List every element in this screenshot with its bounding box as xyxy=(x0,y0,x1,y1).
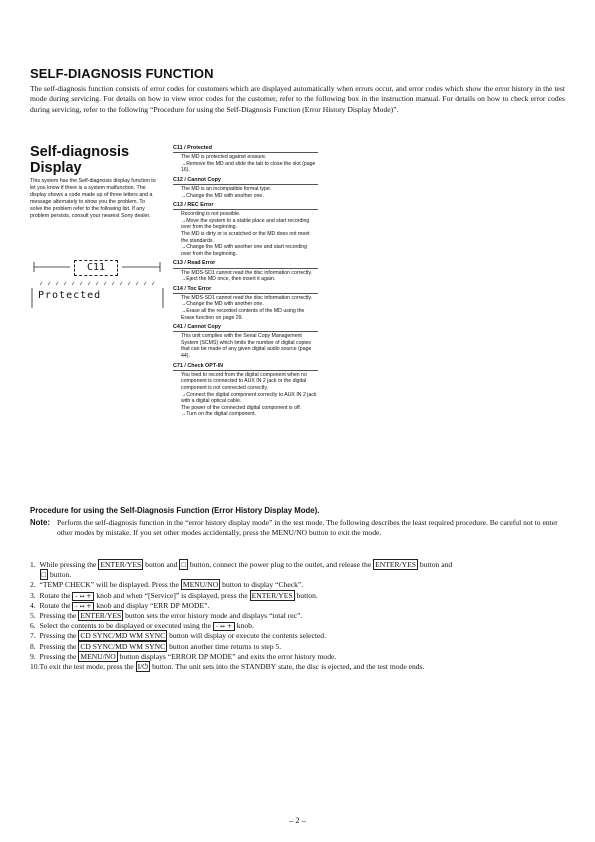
error-heading: C11 / Protected xyxy=(173,145,318,153)
error-line: The MDS-SD1 cannot read the disc information correctly. xyxy=(181,269,313,276)
error-line: →Change the MD with another one. xyxy=(181,192,264,199)
error-entry xyxy=(173,145,318,174)
error-line: →Move the system to a stable place and start recording over from the beginning. xyxy=(181,217,310,231)
jog-knob-icon: - ↔ + xyxy=(72,602,94,611)
error-list xyxy=(173,145,318,421)
error-entry xyxy=(173,324,318,359)
error-heading: C13 / Read Error xyxy=(173,260,318,268)
error-line: →Eject the MD once, then insert it again. xyxy=(181,276,276,283)
page-number: – 2 – xyxy=(289,815,306,825)
note-label: Note: xyxy=(30,518,50,527)
error-line: The power of the connected digital component is off. xyxy=(181,404,302,411)
error-line: →Connect the digital component correctly to AUX IN 2 jack with a digital optical cable. xyxy=(181,391,317,405)
error-line: →Remove the MD and slide the tab to close the slot (page 16). xyxy=(181,160,316,174)
error-heading: C41 / Cannot Copy xyxy=(173,324,318,332)
error-heading: C13 / REC Error xyxy=(173,202,318,210)
button-label: □ xyxy=(181,560,186,569)
procedure-heading: Procedure for using the Self-Diagnosis Function (Error History Display Mode). xyxy=(30,506,320,515)
error-heading: C71 / Check OPT-IN xyxy=(173,363,318,371)
error-entry xyxy=(173,260,318,282)
button-label: ENTER/YES xyxy=(100,560,142,569)
button-label: CD SYNC/MD WM SYNC xyxy=(80,641,166,651)
error-entry xyxy=(173,286,318,321)
error-line: Recording is not possible. xyxy=(181,211,241,218)
manual-heading: Self-diagnosis Display xyxy=(30,144,130,176)
error-entry xyxy=(173,177,318,199)
procedure-step: 7. Pressing the CD SYNC/MD WM SYNC button will display or execute the contents selected. xyxy=(30,631,326,641)
jog-knob-icon: - ↔ + xyxy=(213,622,235,631)
button-label: ENTER/YES xyxy=(375,560,417,569)
display-illustration xyxy=(30,254,165,312)
display-code: C11 xyxy=(74,260,118,276)
error-line: This unit complies with the Serial Copy Management System (SCMS) which limits the number of digital copies that can be made of any given digital audio source (page 44). xyxy=(181,333,312,360)
manual-paragraph: This system has the Self-diagnosis display function to let you know if there is a system malfunction. The display shows a code made up of three letters and a message alternately to show you the problem. To solve the problem refer to the following list. If any problem persists, consult your nearest Sony dealer. xyxy=(30,178,156,219)
intro-paragraph: The self-diagnosis function consists of error codes for customers which are displayed automatically when errors occur, and error codes which show the error history in the test mode during servicing. For details on how to view error codes for the customer, refer to the following box in the instruction manual. For details on how to check error codes during servicing, refer to the following “Procedure for using the Self-Diagnosis Function (Error History Display Mode)”. xyxy=(30,84,565,114)
error-line: The MD is an incompatible format type. xyxy=(181,185,272,192)
service-text: [Service] xyxy=(148,590,176,600)
error-heading: C12 / Cannot Copy xyxy=(173,177,318,185)
jog-knob-icon: - ↔ + xyxy=(72,592,94,601)
error-line: The MD is protected against erasure. xyxy=(181,154,267,161)
error-line: The MD is dirty or is scratched or the MD does not meet the standards. xyxy=(181,231,310,244)
procedure-step: 1. While pressing the ENTER/YES button and □ button, connect the power plug to the outlet, and release the ENTER/YES button and xyxy=(30,560,453,569)
error-entry xyxy=(173,202,318,257)
procedure-step: 2. “TEMP CHECK” will be displayed. Press the MENU/NO button to display “Check”. xyxy=(30,580,304,590)
button-label: MENU/NO xyxy=(182,580,219,590)
error-line: The MDS-SD1 cannot read the disc information correctly. xyxy=(181,294,313,301)
button-label: I/⏻ xyxy=(137,662,149,672)
procedure-steps xyxy=(30,560,570,672)
error-entry xyxy=(173,363,318,418)
error-line: →Erase all the recorded contents of the MD using the Erase function on page 29. xyxy=(181,307,305,321)
section-title: SELF-DIAGNOSIS FUNCTION xyxy=(30,66,214,81)
procedure-step: 9. Pressing the MENU/NO button displays “ERROR DP MODE” and exits the error history mode. xyxy=(30,651,337,661)
button-label: ENTER/YES xyxy=(80,611,122,621)
error-line: →Turn on the digital component. xyxy=(181,411,257,418)
button-label: ENTER/YES xyxy=(251,590,293,600)
procedure-step: 4. Rotate the - ↔ + knob and display “ERR DP MODE”. xyxy=(30,600,210,610)
procedure-step: 10.To exit the test mode, press the I/⏻ button. The unit sets into the STANDBY state, the disc is ejected, and the test mode ends. xyxy=(30,662,425,672)
procedure-step: □ button. xyxy=(41,570,72,580)
procedure-step: 8. Pressing the CD SYNC/MD WM SYNC button another time returns to step 5. xyxy=(30,641,282,651)
error-line: →Change the MD with another one and start recording over from the beginning. xyxy=(181,244,308,257)
error-heading: C14 / Toc Error xyxy=(173,286,318,294)
button-label: MENU/NO xyxy=(80,651,116,661)
procedure-step: 3. Rotate the - ↔ + knob and when “[Service]” is displayed, press the ENTER/YES button. xyxy=(30,590,318,600)
procedure-step: 6. Select the contents to be displayed or executed using the - ↔ + knob. xyxy=(30,621,254,631)
error-line: →Change the MD with another one. xyxy=(181,301,264,308)
procedure-step: 5. Pressing the ENTER/YES button sets the error history mode and displays “total rec”. xyxy=(30,611,303,621)
button-label: □ xyxy=(41,570,47,580)
button-label: CD SYNC/MD WM SYNC xyxy=(80,631,166,641)
note-text: Perform the self-diagnosis function in the “error history display mode” in the test mode. The following describes the least required procedure. Be careful not to enter other modes by mistake. If you set other modes accidentally, press the MENU/NO button to exit the mode. xyxy=(57,518,558,538)
display-message: Protected xyxy=(38,290,102,301)
error-line: You tried to record from the digital component when no component is connected to AUX IN 2 jack or the digital component is not connected correctly. xyxy=(181,371,307,391)
